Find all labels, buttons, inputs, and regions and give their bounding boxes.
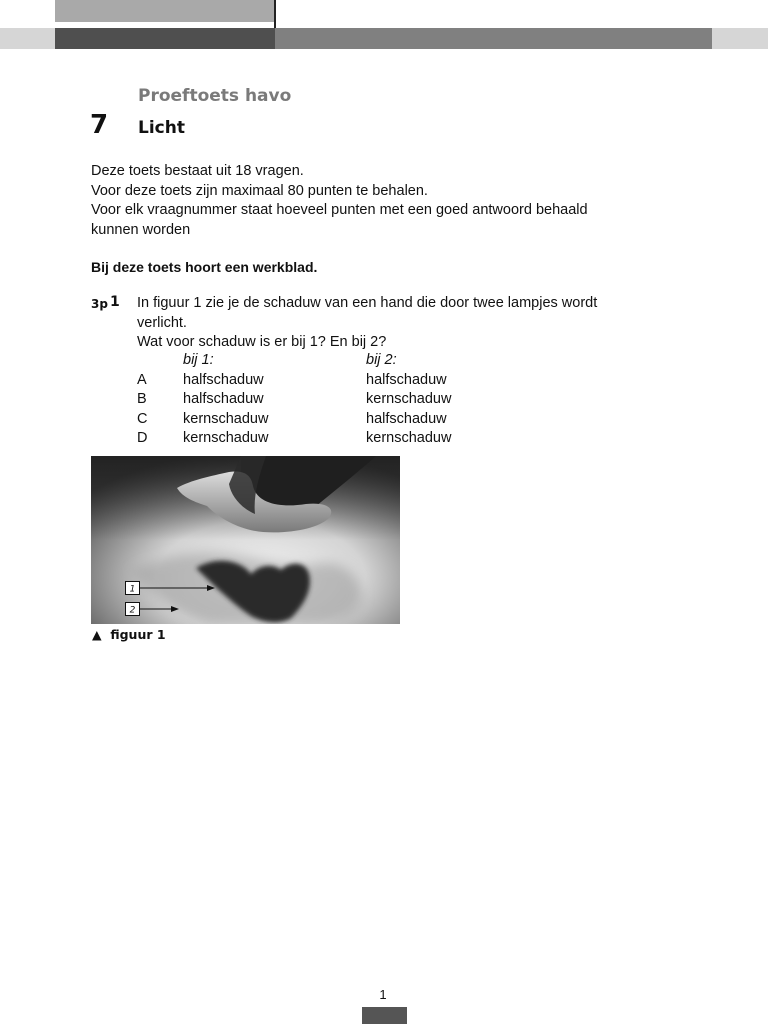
option-letter: B <box>137 391 147 407</box>
question-line: verlicht. <box>137 314 187 331</box>
option-answer-1: kernschaduw <box>183 410 269 427</box>
marker-label-1: 1 <box>129 584 136 595</box>
question-line: In figuur 1 zie je de schaduw van een hand die door twee lampjes wordt <box>137 295 598 311</box>
option-letter: A <box>137 371 147 388</box>
header-divider-line <box>274 0 276 28</box>
option-b <box>137 390 451 410</box>
option-answer-1: halfschaduw <box>183 391 264 407</box>
chapter-title: Licht <box>138 118 185 138</box>
question-points: 3p <box>91 297 108 311</box>
answer-options <box>137 351 451 449</box>
page-number: 1 <box>379 987 387 1002</box>
header-band-right <box>712 28 768 49</box>
option-answer-2: kernschaduw <box>366 391 452 407</box>
option-answer-2: kernschaduw <box>366 430 452 446</box>
option-answer-1: kernschaduw <box>183 430 269 446</box>
option-c <box>137 410 451 430</box>
figure-hand-shadow <box>91 456 400 624</box>
option-letter: D <box>137 430 148 446</box>
intro-line: Voor elk vraagnummer staat hoeveel punten met een goed antwoord behaald <box>91 202 588 218</box>
column-header-1: bij 1: <box>183 352 214 368</box>
page-subtitle: Proeftoets havo <box>138 86 292 106</box>
intro-line: Deze toets bestaat uit 18 vragen. <box>91 163 304 179</box>
header-band-dark <box>55 28 275 49</box>
option-letter: C <box>137 410 148 427</box>
header-band-mid <box>275 28 712 49</box>
marker-label-2: 2 <box>129 605 136 616</box>
chapter-number: 7 <box>90 110 109 140</box>
option-answer-2: halfschaduw <box>366 410 447 427</box>
options-header-row <box>137 351 451 371</box>
option-answer-1: halfschaduw <box>183 371 264 388</box>
intro-line: kunnen worden <box>91 221 191 238</box>
triangle-up-icon: ▲ <box>92 627 102 642</box>
option-a <box>137 371 451 391</box>
footer-tab <box>362 1007 407 1024</box>
figure-caption-text: figuur 1 <box>110 627 166 642</box>
question-text <box>137 294 597 353</box>
option-d <box>137 429 451 449</box>
worksheet-note: Bij deze toets hoort een werkblad. <box>91 259 318 275</box>
intro-line: Voor deze toets zijn maximaal 80 punten te behalen. <box>91 182 428 199</box>
question-number: 1 <box>110 294 120 310</box>
intro-paragraph <box>91 162 588 240</box>
option-answer-2: halfschaduw <box>366 371 447 388</box>
figure-caption <box>92 627 166 642</box>
question-line: Wat voor schaduw is er bij 1? En bij 2? <box>137 334 387 350</box>
header-tab-light <box>55 0 274 22</box>
column-header-2: bij 2: <box>366 352 397 368</box>
hand-shadow-photo <box>91 456 400 624</box>
header-band-left <box>0 28 55 49</box>
